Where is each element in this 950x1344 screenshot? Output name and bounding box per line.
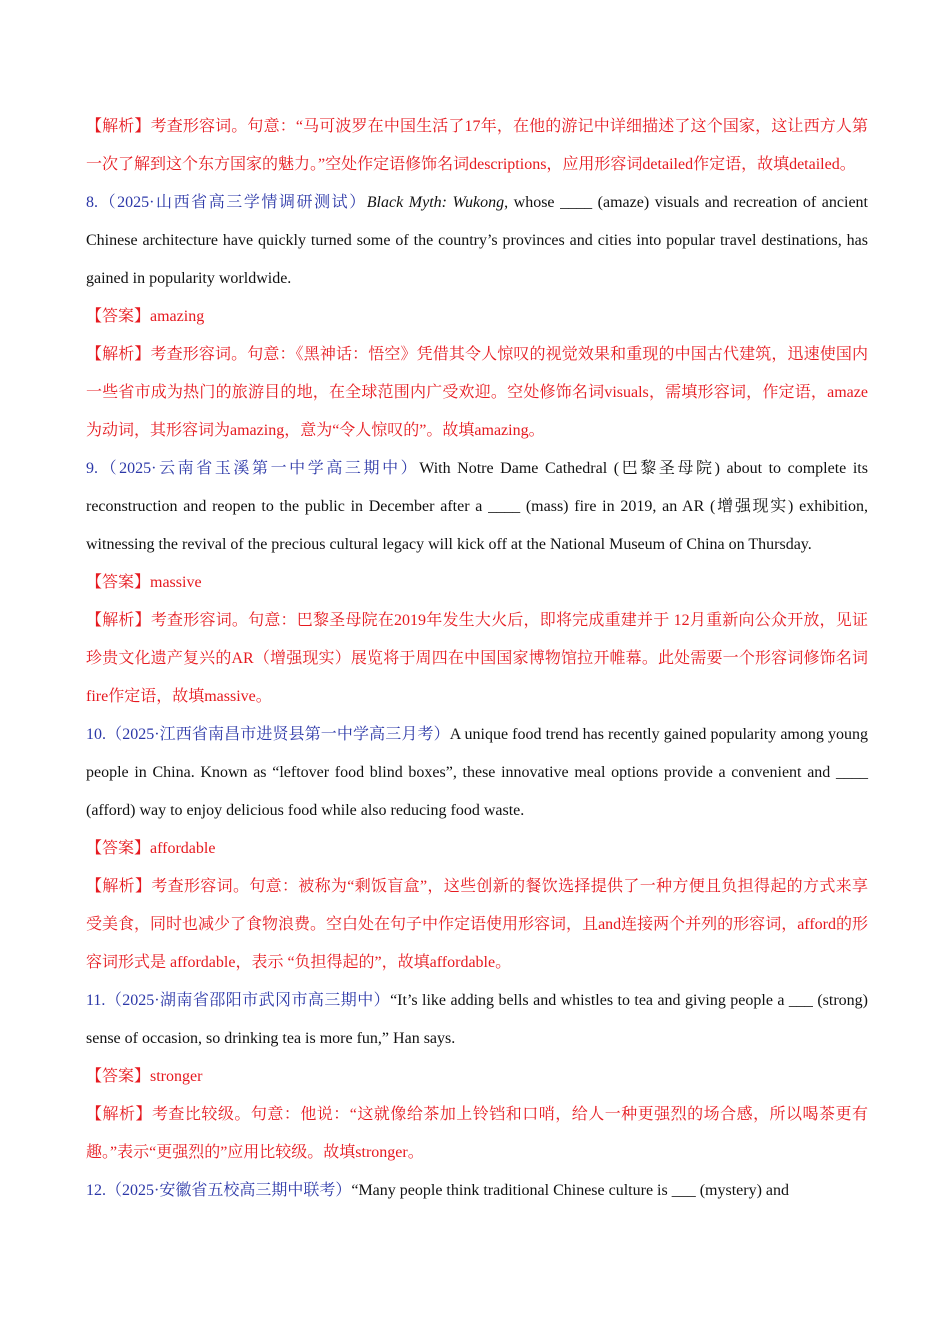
question-9 <box>86 450 868 564</box>
question-12-text: “Many people think traditional Chinese culture is ___ (mystery) and <box>351 1182 790 1199</box>
question-11-source: 11.（2025·湖南省邵阳市武冈市高三期中） <box>86 992 391 1009</box>
analysis-10: 【解析】考查形容词。句意：被称为“剩饭盲盒”，这些创新的餐饮选择提供了一种方便且负担得起的方式来享受美食，同时也减少了食物浪费。空白处在句子中作定语使用形容词，且and连接两个并列的形容词，afford的形容词形式是 affordable，表示 “负担得起的”，故填affordable。 <box>86 878 868 971</box>
question-11 <box>86 982 868 1058</box>
question-9-text: With Notre Dame Cathedral (巴黎圣母院) about to complete its reconstruction and reopen to the public in December after a ____ (mass) fire in 2019, an AR (增强现实) exhibition, witnessing the revival of the precious cultural legacy will kick off at the National Museum of China on Thursday. <box>86 460 868 553</box>
answer-8: 【答案】amazing <box>86 308 205 325</box>
question-8 <box>86 184 868 298</box>
question-10-text: A unique food trend has recently gained popularity among young people in China. Known as “leftover food blind boxes”, these innovative meal options provide a convenient and ____ (afford) way to enjoy delicious food while also reducing food waste. <box>86 726 868 819</box>
question-9-source: 9.（2025·云南省玉溪第一中学高三期中） <box>86 460 420 477</box>
analysis-9: 【解析】考查形容词。句意：巴黎圣母院在2019年发生大火后，即将完成重建并于 12月重新向公众开放，见证珍贵文化遗产复兴的AR（增强现实）展览将于周四在中国国家博物馆拉开帷幕。此处需要一个形容词修饰名词fire作定语，故填massive。 <box>86 612 868 705</box>
analysis-11: 【解析】考查比较级。句意：他说：“这就像给茶加上铃铛和口哨，给人一种更强烈的场合感，所以喝茶更有趣。”表示“更强烈的”应用比较级。故填stronger。 <box>86 1106 868 1161</box>
question-10-source: 10.（2025·江西省南昌市进贤县第一中学高三月考） <box>86 726 450 743</box>
question-8-source: 8.（2025·山西省高三学情调研测试） <box>86 194 367 211</box>
question-8-title: Black Myth: Wukong <box>366 194 505 211</box>
question-10 <box>86 716 868 830</box>
answer-9: 【答案】massive <box>86 574 202 591</box>
document-page <box>86 108 868 1210</box>
question-8-text: , whose ____ (amaze) visuals and recreation of ancient Chinese architecture have quickly turned some of the country’s provinces and cities into popular travel destinations, has gained in popularity worldwide. <box>86 194 868 287</box>
analysis-7: 【解析】考查形容词。句意：“马可波罗在中国生活了17年，在他的游记中详细描述了这个国家，这让西方人第一次了解到这个东方国家的魅力。”空处作定语修饰名词descriptions，应用形容词detailed作定语，故填detailed。 <box>86 118 868 173</box>
answer-10: 【答案】affordable <box>86 840 216 857</box>
analysis-8: 【解析】考查形容词。句意：《黑神话：悟空》凭借其令人惊叹的视觉效果和重现的中国古代建筑，迅速使国内一些省市成为热门的旅游目的地，在全球范围内广受欢迎。空处修饰名词visuals，需填形容词，作定语，amaze为动词，其形容词为amazing，意为“令人惊叹的”。故填amazing。 <box>86 346 868 439</box>
question-12 <box>86 1172 868 1210</box>
answer-11: 【答案】stronger <box>86 1068 203 1085</box>
question-11-text: “It’s like adding bells and whistles to tea and giving people a ___ (strong) sense of occasion, so drinking tea is more fun,” Han says. <box>86 992 868 1047</box>
question-12-source: 12.（2025·安徽省五校高三期中联考） <box>86 1182 352 1199</box>
